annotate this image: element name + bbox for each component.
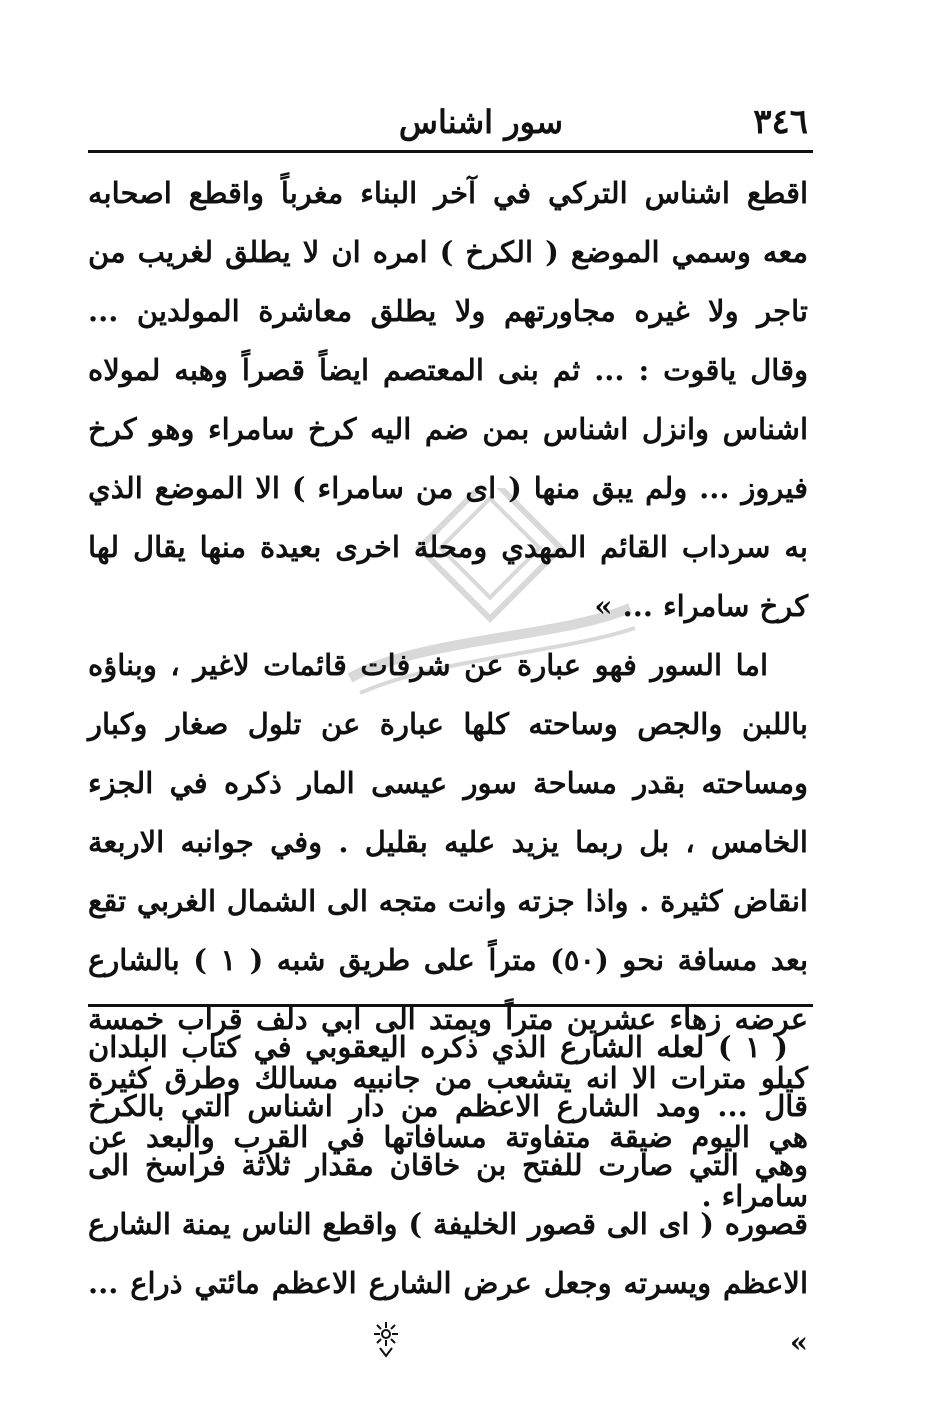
header-rule <box>88 150 813 153</box>
running-title: سور اشناس <box>398 103 563 141</box>
footnote <box>88 1018 808 1372</box>
footnote-text: ( ١ ) لعله الشارع الذي ذكره اليعقوبي في كتاب البلدان قال ... ومد الشارع الاعظم من دار اشناس التي بالكرخ وهي التي صارت للفتح بن خاقان مقدار ثلاثة فراسخ الى قصوره ( اى الى قصور الخليفة ) واقطع الناس يمنة الشارع الاعظم ويسرته وجعل عرض الشارع الاعظم مائتي ذراع ... » <box>88 1030 808 1359</box>
paragraph-1: اقطع اشناس التركي في آخر البناء مغرباً واقطع اصحابه معه وسمي الموضع ( الكرخ ) امره ان لا يطلق لغريب من تاجر ولا غيره مجاورتهم ولا يطلق معاشرة المولدين ... وقال ياقوت : ... ثم بنى المعتصم ايضاً قصراً وهبه لمولاه اشناس وانزل اشناس بمن ضم اليه كرخ سامراء وهو كرخ فيروز ... ولم يبق منها ( اى من سامراء ) الا الموضع الذي به سرداب القائم المهدي ومحلة اخرى بعيدة منها يقال لها كرخ سامراء ... » <box>88 176 808 623</box>
footnote-rule <box>88 1004 813 1007</box>
page-header <box>88 100 808 144</box>
page-number: ٣٤٦ <box>753 102 808 142</box>
paragraph-2: اما السور فهو عبارة عن شرفات قائمات لاغير ، وبناؤه باللبن والجص وساحته كلها عبارة عن تلول صغار وكبار ومساحته بقدر مساحة سور عيسى المار ذكره في الجزء الخامس ، بل ربما يزيد عليه بقليل . وفي جوانبه الاربعة انقاض كثيرة . واذا جزته وانت متجه الى الشمال الغربي تقع بعد مسافة نحو (٥٠) متراً على طريق شبه ( ١ ) بالشارع عرضه زهاء عشرين متراً ويمتد الى ابي دلف قراب خمسة كيلو مترات الا انه يتشعب من جانبيه مسالك وطرق كثيرة هي اليوم ضيقة متفاوتة مسافاتها في القرب والبعد عن سامراء . <box>88 648 809 1213</box>
flower-ornament-icon <box>368 1318 404 1358</box>
